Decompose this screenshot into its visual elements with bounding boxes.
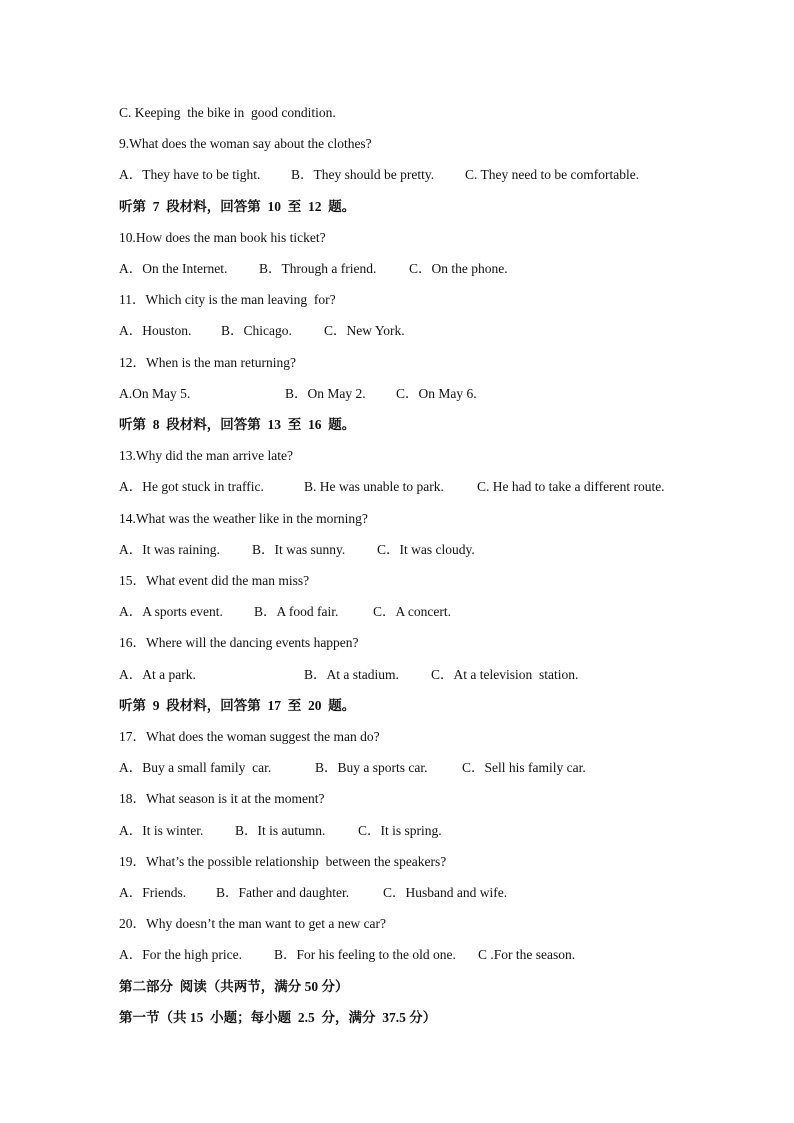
question-text: 19．What’s the possible relationship between the speakers? [119, 854, 447, 869]
question-text: 15．What event did the man miss? [119, 573, 310, 588]
answer-option: C．On May 6. [396, 386, 477, 401]
answer-option: B．Through a friend. [259, 261, 377, 276]
section-heading: 听第 9 段材料，回答第 17 至 20 题。 [119, 698, 356, 713]
question-text: 17．What does the woman suggest the man do? [119, 729, 380, 744]
answer-option: A．At a park. [119, 667, 196, 682]
answer-option: A．They have to be tight. [119, 167, 261, 182]
answer-option: B．It was sunny. [252, 542, 346, 557]
answer-option: A．Buy a small family car. [119, 760, 272, 775]
question-text: 18．What season is it at the moment? [119, 791, 325, 806]
answer-option: A．It was raining. [119, 542, 220, 557]
answer-option: B．At a stadium. [304, 667, 399, 682]
question-text: 9.What does the woman say about the clothes? [119, 136, 372, 151]
answer-option: A．For the high price. [119, 947, 242, 962]
question-text: 14.What was the weather like in the morning? [119, 511, 368, 526]
question-text: C. Keeping the bike in good condition. [119, 105, 336, 120]
answer-option: C．Sell his family car. [462, 760, 586, 775]
answer-option: A．A sports event. [119, 604, 223, 619]
answer-option: A．Houston. [119, 323, 192, 338]
answer-option: A．Friends. [119, 885, 187, 900]
answer-option: B．Buy a sports car. [315, 760, 428, 775]
answer-option: C .For the season. [478, 947, 576, 962]
answer-option: C．On the phone. [409, 261, 508, 276]
answer-option: C．New York. [324, 323, 405, 338]
answer-option: B．Chicago. [221, 323, 292, 338]
section-heading: 第一节（共 15 小题；每小题 2.5 分，满分 37.5 分） [119, 1010, 437, 1025]
section-heading: 第二部分 阅读（共两节，满分 50 分） [119, 979, 349, 994]
question-text: 13.Why did the man arrive late? [119, 448, 293, 463]
answer-option: C. He had to take a different route. [477, 479, 665, 494]
answer-option: B．On May 2. [285, 386, 366, 401]
question-text: 10.How does the man book his ticket? [119, 230, 326, 245]
answer-option: B. He was unable to park. [304, 479, 444, 494]
answer-option: C．A concert. [373, 604, 451, 619]
answer-option: B．For his feeling to the old one. [274, 947, 456, 962]
answer-option: A．On the Internet. [119, 261, 228, 276]
question-text: 11．Which city is the man leaving for? [119, 292, 336, 307]
answer-option: B．A food fair. [254, 604, 339, 619]
answer-option: C．It is spring. [358, 823, 442, 838]
section-heading: 听第 7 段材料，回答第 10 至 12 题。 [119, 199, 356, 214]
answer-option: A．He got stuck in traffic. [119, 479, 264, 494]
question-text: 12．When is the man returning? [119, 355, 296, 370]
section-heading: 听第 8 段材料，回答第 13 至 16 题。 [119, 417, 356, 432]
question-text: 16．Where will the dancing events happen? [119, 635, 359, 650]
answer-option: C．Husband and wife. [383, 885, 508, 900]
answer-option: C．At a television station. [431, 667, 579, 682]
answer-option: C．It was cloudy. [377, 542, 475, 557]
answer-option: A．It is winter. [119, 823, 204, 838]
answer-option: B．Father and daughter. [216, 885, 350, 900]
answer-option: A.On May 5. [119, 386, 191, 401]
question-text: 20．Why doesn’t the man want to get a new car? [119, 916, 387, 931]
answer-option: B．They should be pretty. [291, 167, 435, 182]
answer-option: B．It is autumn. [235, 823, 326, 838]
answer-option: C. They need to be comfortable. [465, 167, 640, 182]
